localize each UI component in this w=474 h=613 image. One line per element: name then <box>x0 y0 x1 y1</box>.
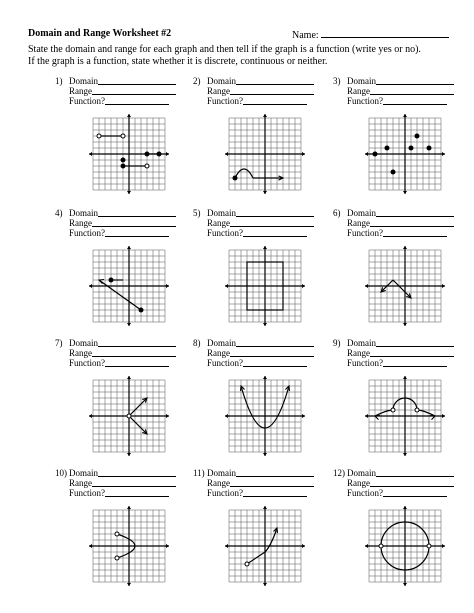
problem-number: 3) <box>333 76 341 86</box>
axes <box>365 246 445 326</box>
problem-8 <box>193 338 343 468</box>
range-answer-blank[interactable] <box>370 348 454 357</box>
domain-label: Domain <box>69 76 98 86</box>
domain-label: Domain <box>207 208 236 218</box>
graph-7 <box>87 374 171 458</box>
domain-label: Domain <box>347 76 376 86</box>
domain-label: Domain <box>347 338 376 348</box>
problem-labels <box>333 76 454 106</box>
domain-answer-blank[interactable] <box>98 208 176 217</box>
function-answer-blank[interactable] <box>105 228 169 237</box>
graph-curve <box>233 169 283 180</box>
problem-4 <box>55 208 205 338</box>
problem-10 <box>55 468 205 598</box>
problem-labels <box>193 468 314 498</box>
problem-labels <box>333 208 454 238</box>
problem-labels <box>55 76 176 106</box>
range-label: Range <box>69 348 92 358</box>
function-answer-blank[interactable] <box>105 96 169 105</box>
range-label: Range <box>207 218 230 228</box>
graph-3 <box>363 112 447 196</box>
function-answer-blank[interactable] <box>105 488 169 497</box>
problem-9 <box>333 338 474 468</box>
problem-number: 7) <box>55 338 63 348</box>
function-answer-blank[interactable] <box>243 488 307 497</box>
name-blank[interactable] <box>321 28 449 38</box>
graph-11 <box>223 504 307 588</box>
problem-3 <box>333 76 474 206</box>
function-answer-blank[interactable] <box>383 96 447 105</box>
graph-1 <box>87 112 171 196</box>
problem-number: 5) <box>193 208 201 218</box>
domain-answer-blank[interactable] <box>236 468 314 477</box>
range-label: Range <box>347 218 370 228</box>
axes <box>89 506 169 586</box>
function-label: Function? <box>207 358 243 368</box>
domain-answer-blank[interactable] <box>236 76 314 85</box>
function-label: Function? <box>347 96 383 106</box>
function-label: Function? <box>347 228 383 238</box>
axes <box>225 506 305 586</box>
problem-11 <box>193 468 343 598</box>
problem-number: 6) <box>333 208 341 218</box>
graph-10 <box>87 504 171 588</box>
problem-6 <box>333 208 474 338</box>
range-answer-blank[interactable] <box>230 478 314 487</box>
problem-7 <box>55 338 205 468</box>
function-label: Function? <box>69 96 105 106</box>
problem-number: 4) <box>55 208 63 218</box>
range-label: Range <box>207 478 230 488</box>
function-answer-blank[interactable] <box>383 358 447 367</box>
domain-label: Domain <box>347 468 376 478</box>
function-label: Function? <box>69 358 105 368</box>
function-label: Function? <box>69 488 105 498</box>
domain-label: Domain <box>69 208 98 218</box>
problem-labels <box>333 468 454 498</box>
axes <box>365 506 445 586</box>
problem-labels <box>193 76 314 106</box>
range-answer-blank[interactable] <box>92 218 176 227</box>
range-answer-blank[interactable] <box>230 86 314 95</box>
graph-8 <box>223 374 307 458</box>
axes <box>225 376 305 456</box>
range-label: Range <box>207 348 230 358</box>
graph-4 <box>87 244 171 328</box>
domain-label: Domain <box>347 208 376 218</box>
range-label: Range <box>347 86 370 96</box>
domain-answer-blank[interactable] <box>98 338 176 347</box>
axes <box>225 114 305 194</box>
problem-number: 10) <box>55 468 67 478</box>
domain-answer-blank[interactable] <box>376 468 454 477</box>
name-field[interactable] <box>292 28 449 41</box>
function-label: Function? <box>207 488 243 498</box>
range-answer-blank[interactable] <box>370 218 454 227</box>
axes <box>225 246 305 326</box>
function-label: Function? <box>207 96 243 106</box>
problem-labels <box>333 338 454 368</box>
problem-number: 8) <box>193 338 201 348</box>
function-answer-blank[interactable] <box>243 358 307 367</box>
problem-labels <box>193 208 314 238</box>
problem-2 <box>193 76 343 206</box>
range-answer-blank[interactable] <box>230 218 314 227</box>
domain-answer-blank[interactable] <box>376 76 454 85</box>
problem-number: 9) <box>333 338 341 348</box>
range-answer-blank[interactable] <box>92 348 176 357</box>
instructions <box>28 44 458 68</box>
range-answer-blank[interactable] <box>370 478 454 487</box>
function-label: Function? <box>347 488 383 498</box>
function-label: Function? <box>347 358 383 368</box>
range-label: Range <box>69 218 92 228</box>
range-label: Range <box>207 86 230 96</box>
graph-12 <box>363 504 447 588</box>
instruction-line-2: If the graph is a function, state whether it is discrete, continuous or neither. <box>28 56 328 67</box>
problem-5 <box>193 208 343 338</box>
problem-number: 1) <box>55 76 63 86</box>
graph-curve <box>381 280 411 298</box>
function-answer-blank[interactable] <box>383 488 447 497</box>
range-answer-blank[interactable] <box>92 478 176 487</box>
problem-labels <box>55 468 176 498</box>
name-label: Name: <box>292 30 319 41</box>
graph-2 <box>223 112 307 196</box>
problem-labels <box>55 338 176 368</box>
function-answer-blank[interactable] <box>243 228 307 237</box>
graph-9 <box>363 374 447 458</box>
problem-labels <box>193 338 314 368</box>
domain-answer-blank[interactable] <box>98 76 176 85</box>
range-answer-blank[interactable] <box>92 86 176 95</box>
domain-answer-blank[interactable] <box>98 468 176 477</box>
domain-answer-blank[interactable] <box>236 208 314 217</box>
problem-1 <box>55 76 205 206</box>
domain-label: Domain <box>207 468 236 478</box>
domain-answer-blank[interactable] <box>376 338 454 347</box>
range-label: Range <box>347 478 370 488</box>
problem-12 <box>333 468 474 598</box>
domain-answer-blank[interactable] <box>236 338 314 347</box>
axes <box>89 246 169 326</box>
domain-answer-blank[interactable] <box>376 208 454 217</box>
domain-label: Domain <box>69 468 98 478</box>
range-answer-blank[interactable] <box>230 348 314 357</box>
range-label: Range <box>69 478 92 488</box>
function-answer-blank[interactable] <box>105 358 169 367</box>
range-label: Range <box>69 86 92 96</box>
function-label: Function? <box>69 228 105 238</box>
problem-number: 12) <box>333 468 345 478</box>
range-label: Range <box>347 348 370 358</box>
function-answer-blank[interactable] <box>243 96 307 105</box>
problem-number: 2) <box>193 76 201 86</box>
function-label: Function? <box>207 228 243 238</box>
worksheet-title: Domain and Range Worksheet #2 <box>28 28 172 39</box>
domain-label: Domain <box>69 338 98 348</box>
domain-label: Domain <box>207 76 236 86</box>
instruction-line-1: State the domain and range for each graph and then tell if the graph is a function (write yes or no). <box>28 44 421 55</box>
graph-curve <box>99 278 143 312</box>
function-answer-blank[interactable] <box>383 228 447 237</box>
graph-curve <box>245 528 278 566</box>
graph-6 <box>363 244 447 328</box>
problem-number: 11) <box>193 468 205 478</box>
range-answer-blank[interactable] <box>370 86 454 95</box>
problem-labels <box>55 208 176 238</box>
domain-label: Domain <box>207 338 236 348</box>
graph-5 <box>223 244 307 328</box>
